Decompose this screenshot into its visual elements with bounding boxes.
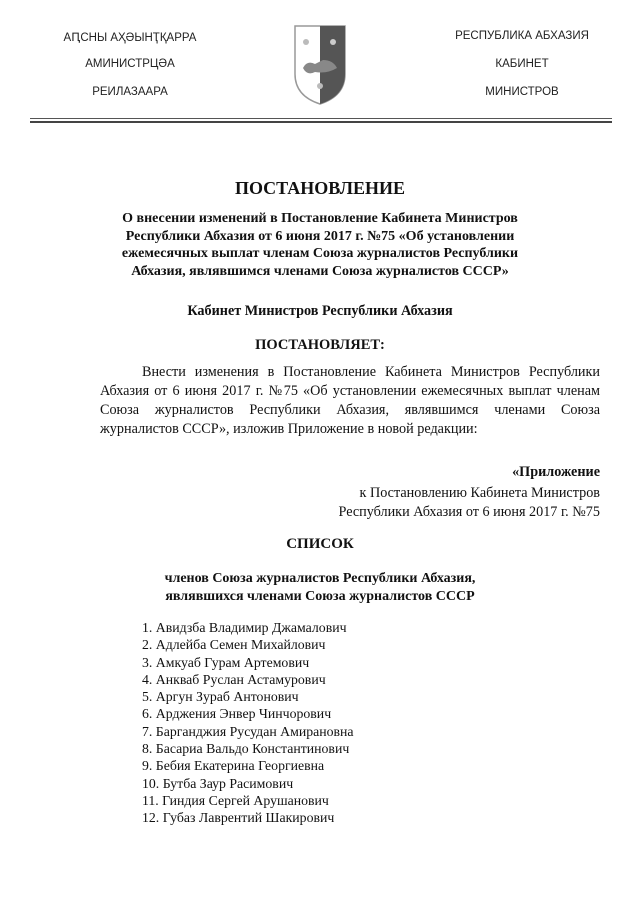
list-item: 6. Арджения Энвер Чинчорович bbox=[142, 706, 332, 722]
letterhead-left-1: АԤСНЫ АҲӘЫНҬҚАРРА bbox=[63, 32, 197, 44]
issuer: Кабинет Министров Республики Абхазия bbox=[187, 303, 453, 319]
coat-of-arms-icon bbox=[293, 24, 347, 106]
document-subject bbox=[0, 210, 640, 280]
members-list bbox=[142, 619, 354, 827]
resolves-heading: ПОСТАНОВЛЯЕТ: bbox=[255, 337, 385, 353]
list-item: 10. Бутба Заур Расимович bbox=[142, 775, 294, 791]
subject-line: Абхазия, являвшимся членами Союза журналистов СССР» bbox=[131, 263, 509, 279]
subject-line: ежемесячных выплат членам Союза журналистов Республики bbox=[121, 246, 519, 261]
list-subtitle-line: являвшихся членами Союза журналистов СССР bbox=[165, 588, 475, 604]
appendix-line-1: к Постановлению Кабинета Министров bbox=[359, 485, 600, 501]
list-item: 5. Аргун Зураб Антонович bbox=[142, 689, 299, 705]
subject-line: Республики Абхазия от 6 июня 2017 г. №75 «Об установлении bbox=[125, 228, 515, 244]
resolution-paragraph: Внести изменения в Постановление Кабинета Министров Республики Абхазия от 6 июня 2017 г. №75 «Об установлении ежемесячных выплат членам Союза журналистов Республики Абхазия, являвшимся членами Союза журналистов СССР», изложив Приложение в новой редакции: bbox=[100, 364, 600, 437]
list-item: 9. Бебия Екатерина Георгиевна bbox=[142, 758, 325, 774]
list-item: 8. Басариа Вальдо Константинович bbox=[142, 741, 350, 757]
list-item: 4. Анкваб Руслан Астамурович bbox=[142, 671, 326, 687]
letterhead-left-2: АМИНИСТРЦӘА bbox=[85, 58, 175, 70]
letterhead-right-2: КАБИНЕТ bbox=[495, 58, 549, 70]
list-subtitle bbox=[0, 570, 640, 605]
document-title: ПОСТАНОВЛЕНИЕ bbox=[234, 178, 406, 198]
list-item: 1. Авидзба Владимир Джамалович bbox=[142, 620, 347, 635]
letterhead-right-3: МИНИСТРОВ bbox=[485, 86, 559, 98]
list-subtitle-line: членов Союза журналистов Республики Абхазия, bbox=[164, 571, 476, 586]
list-item: 7. Барганджия Русудан Амирановна bbox=[142, 723, 354, 739]
appendix-label: «Приложение bbox=[512, 464, 600, 480]
letterhead-left-3: РЕИЛАЗААРА bbox=[92, 86, 168, 98]
list-item: 12. Губаз Лаврентий Шакирович bbox=[142, 810, 335, 826]
list-item: 2. Адлейба Семен Михайлович bbox=[142, 637, 326, 653]
subject-line: О внесении изменений в Постановление Кабинета Министров bbox=[122, 211, 518, 226]
list-item: 11. Гиндия Сергей Арушанович bbox=[142, 792, 329, 808]
list-item: 3. Амкуаб Гурам Артемович bbox=[142, 654, 310, 670]
appendix-line-2: Республики Абхазия от 6 июня 2017 г. №75 bbox=[338, 504, 600, 520]
list-title: СПИСОК bbox=[286, 536, 354, 552]
letterhead-right-1: РЕСПУБЛИКА АБХАЗИЯ bbox=[455, 30, 589, 42]
